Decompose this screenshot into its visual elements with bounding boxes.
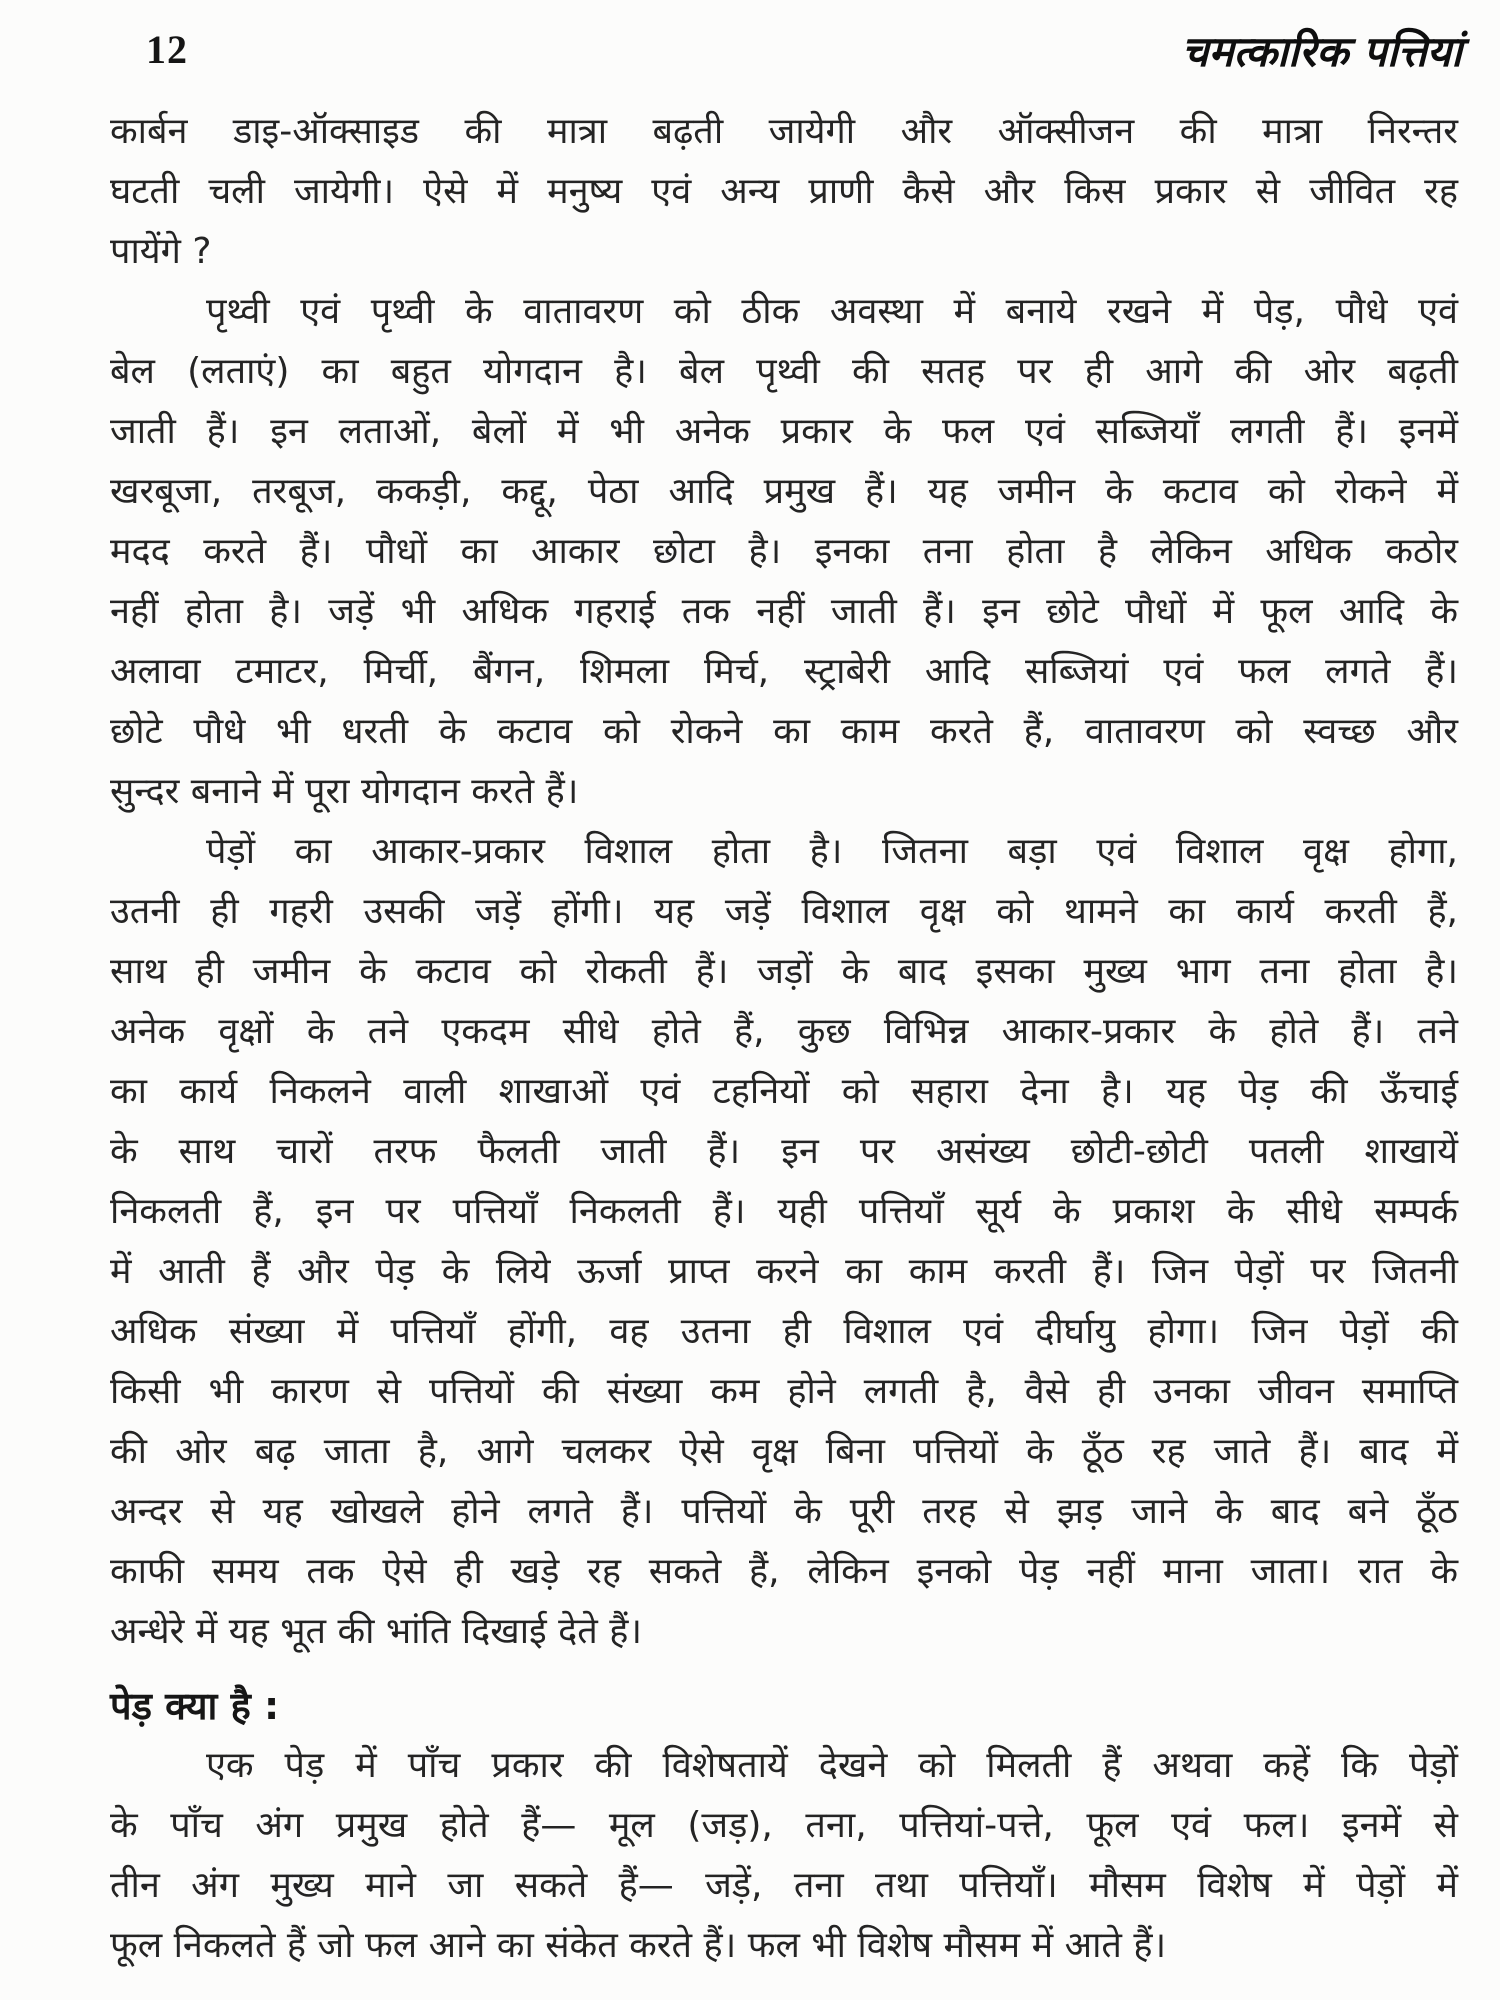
text-line: अलावा टमाटर, मिर्ची, बैंगन, शिमला मिर्च, स्ट्राबेरी आदि सब्जियां एवं फल लगते हैं। — [110, 651, 1458, 692]
text-line: अनेक वृक्षों के तने एकदम सीधे होते हैं, कुछ विभिन्न आकार-प्रकार के होते हैं। तने — [110, 1011, 1458, 1052]
text-line: बेल (लताएं) का बहुत योगदान है। बेल पृथ्वी की सतह पर ही आगे की ओर बढ़ती — [110, 351, 1458, 392]
running-title: चमत्कारिक पत्तियां — [1181, 27, 1462, 76]
text-line: में आती हैं और पेड़ के लिये ऊर्जा प्राप्त करने का काम करती हैं। जिन पेड़ों पर जितनी — [110, 1251, 1458, 1292]
page-body — [110, 102, 1458, 1976]
text-line: सुन्दर बनाने में पूरा योगदान करते हैं। — [110, 771, 579, 812]
text-line: खरबूजा, तरबूज, ककड़ी, कद्दू, पेठा आदि प्रमुख हैं। यह जमीन के कटाव को रोकने में — [110, 471, 1458, 512]
text-line: नहीं होता है। जड़ें भी अधिक गहराई तक नहीं जाती हैं। इन छोटे पौधों में फूल आदि के — [110, 591, 1458, 632]
text-line: मदद करते हैं। पौधों का आकार छोटा है। इनका तना होता है लेकिन अधिक कठोर — [110, 531, 1458, 572]
text-line: पेड़ों का आकार-प्रकार विशाल होता है। जितना बड़ा एवं विशाल वृक्ष होगा, — [206, 831, 1458, 872]
text-line: के पाँच अंग प्रमुख होते हैं— मूल (जड़), तना, पत्तियां-पत्ते, फूल एवं फल। इनमें से — [110, 1805, 1458, 1846]
text-line: कार्बन डाइ-ऑक्साइड की मात्रा बढ़ती जायेगी और ऑक्सीजन की मात्रा निरन्तर — [110, 111, 1458, 152]
text-line: किसी भी कारण से पत्तियों की संख्या कम होने लगती है, वैसे ही उनका जीवन समाप्ति — [110, 1371, 1458, 1412]
text-line: फूल निकलते हैं जो फल आने का संकेत करते हैं। फल भी विशेष मौसम में आते हैं। — [110, 1925, 1167, 1966]
text-line: साथ ही जमीन के कटाव को रोकती हैं। जड़ों के बाद इसका मुख्य भाग तना होता है। — [110, 951, 1458, 992]
text-line: अन्दर से यह खोखले होने लगते हैं। पत्तियों के पूरी तरह से झड़ जाने के बाद बने ठूँठ — [110, 1491, 1458, 1532]
text-line: उतनी ही गहरी उसकी जड़ें होंगी। यह जड़ें विशाल वृक्ष को थामने का कार्य करती हैं, — [110, 891, 1458, 932]
text-line: के साथ चारों तरफ फैलती जाती हैं। इन पर असंख्य छोटी-छोटी पतली शाखायें — [110, 1131, 1458, 1172]
text-line: घटती चली जायेगी। ऐसे में मनुष्य एवं अन्य प्राणी कैसे और किस प्रकार से जीवित रह — [110, 171, 1458, 212]
text-line: की ओर बढ़ जाता है, आगे चलकर ऐसे वृक्ष बिना पत्तियों के ठूँठ रह जाते हैं। बाद में — [110, 1431, 1458, 1472]
text-line: पृथ्वी एवं पृथ्वी के वातावरण को ठीक अवस्था में बनाये रखने में पेड़, पौधे एवं — [206, 291, 1458, 332]
text-line: निकलती हैं, इन पर पत्तियाँ निकलती हैं। यही पत्तियाँ सूर्य के प्रकाश के सीधे सम्पर्क — [110, 1191, 1458, 1232]
section-heading: पेड़ क्या है : — [110, 1684, 280, 1728]
text-line: जाती हैं। इन लताओं, बेलों में भी अनेक प्रकार के फल एवं सब्जियाँ लगती हैं। इनमें — [110, 411, 1458, 452]
text-line: तीन अंग मुख्य माने जा सकते हैं— जड़ें, तना तथा पत्तियाँ। मौसम विशेष में पेड़ों में — [110, 1865, 1458, 1906]
text-line: एक पेड़ में पाँच प्रकार की विशेषतायें देखने को मिलती हैं अथवा कहें कि पेड़ों — [206, 1745, 1458, 1786]
text-line: अन्धेरे में यह भूत की भांति दिखाई देते हैं। — [110, 1611, 642, 1652]
text-line: पायेंगे ? — [110, 231, 212, 272]
text-line: काफी समय तक ऐसे ही खड़े रह सकते हैं, लेकिन इनको पेड़ नहीं माना जाता। रात के — [110, 1551, 1458, 1592]
text-line: छोटे पौधे भी धरती के कटाव को रोकने का काम करते हैं, वातावरण को स्वच्छ और — [110, 711, 1458, 752]
text-line: का कार्य निकलने वाली शाखाओं एवं टहनियों को सहारा देना है। यह पेड़ की ऊँचाई — [110, 1071, 1458, 1112]
text-line: अधिक संख्या में पत्तियाँ होंगी, वह उतना ही विशाल एवं दीर्घायु होगा। जिन पेड़ों की — [110, 1311, 1458, 1352]
page-number: 12 — [146, 27, 188, 72]
